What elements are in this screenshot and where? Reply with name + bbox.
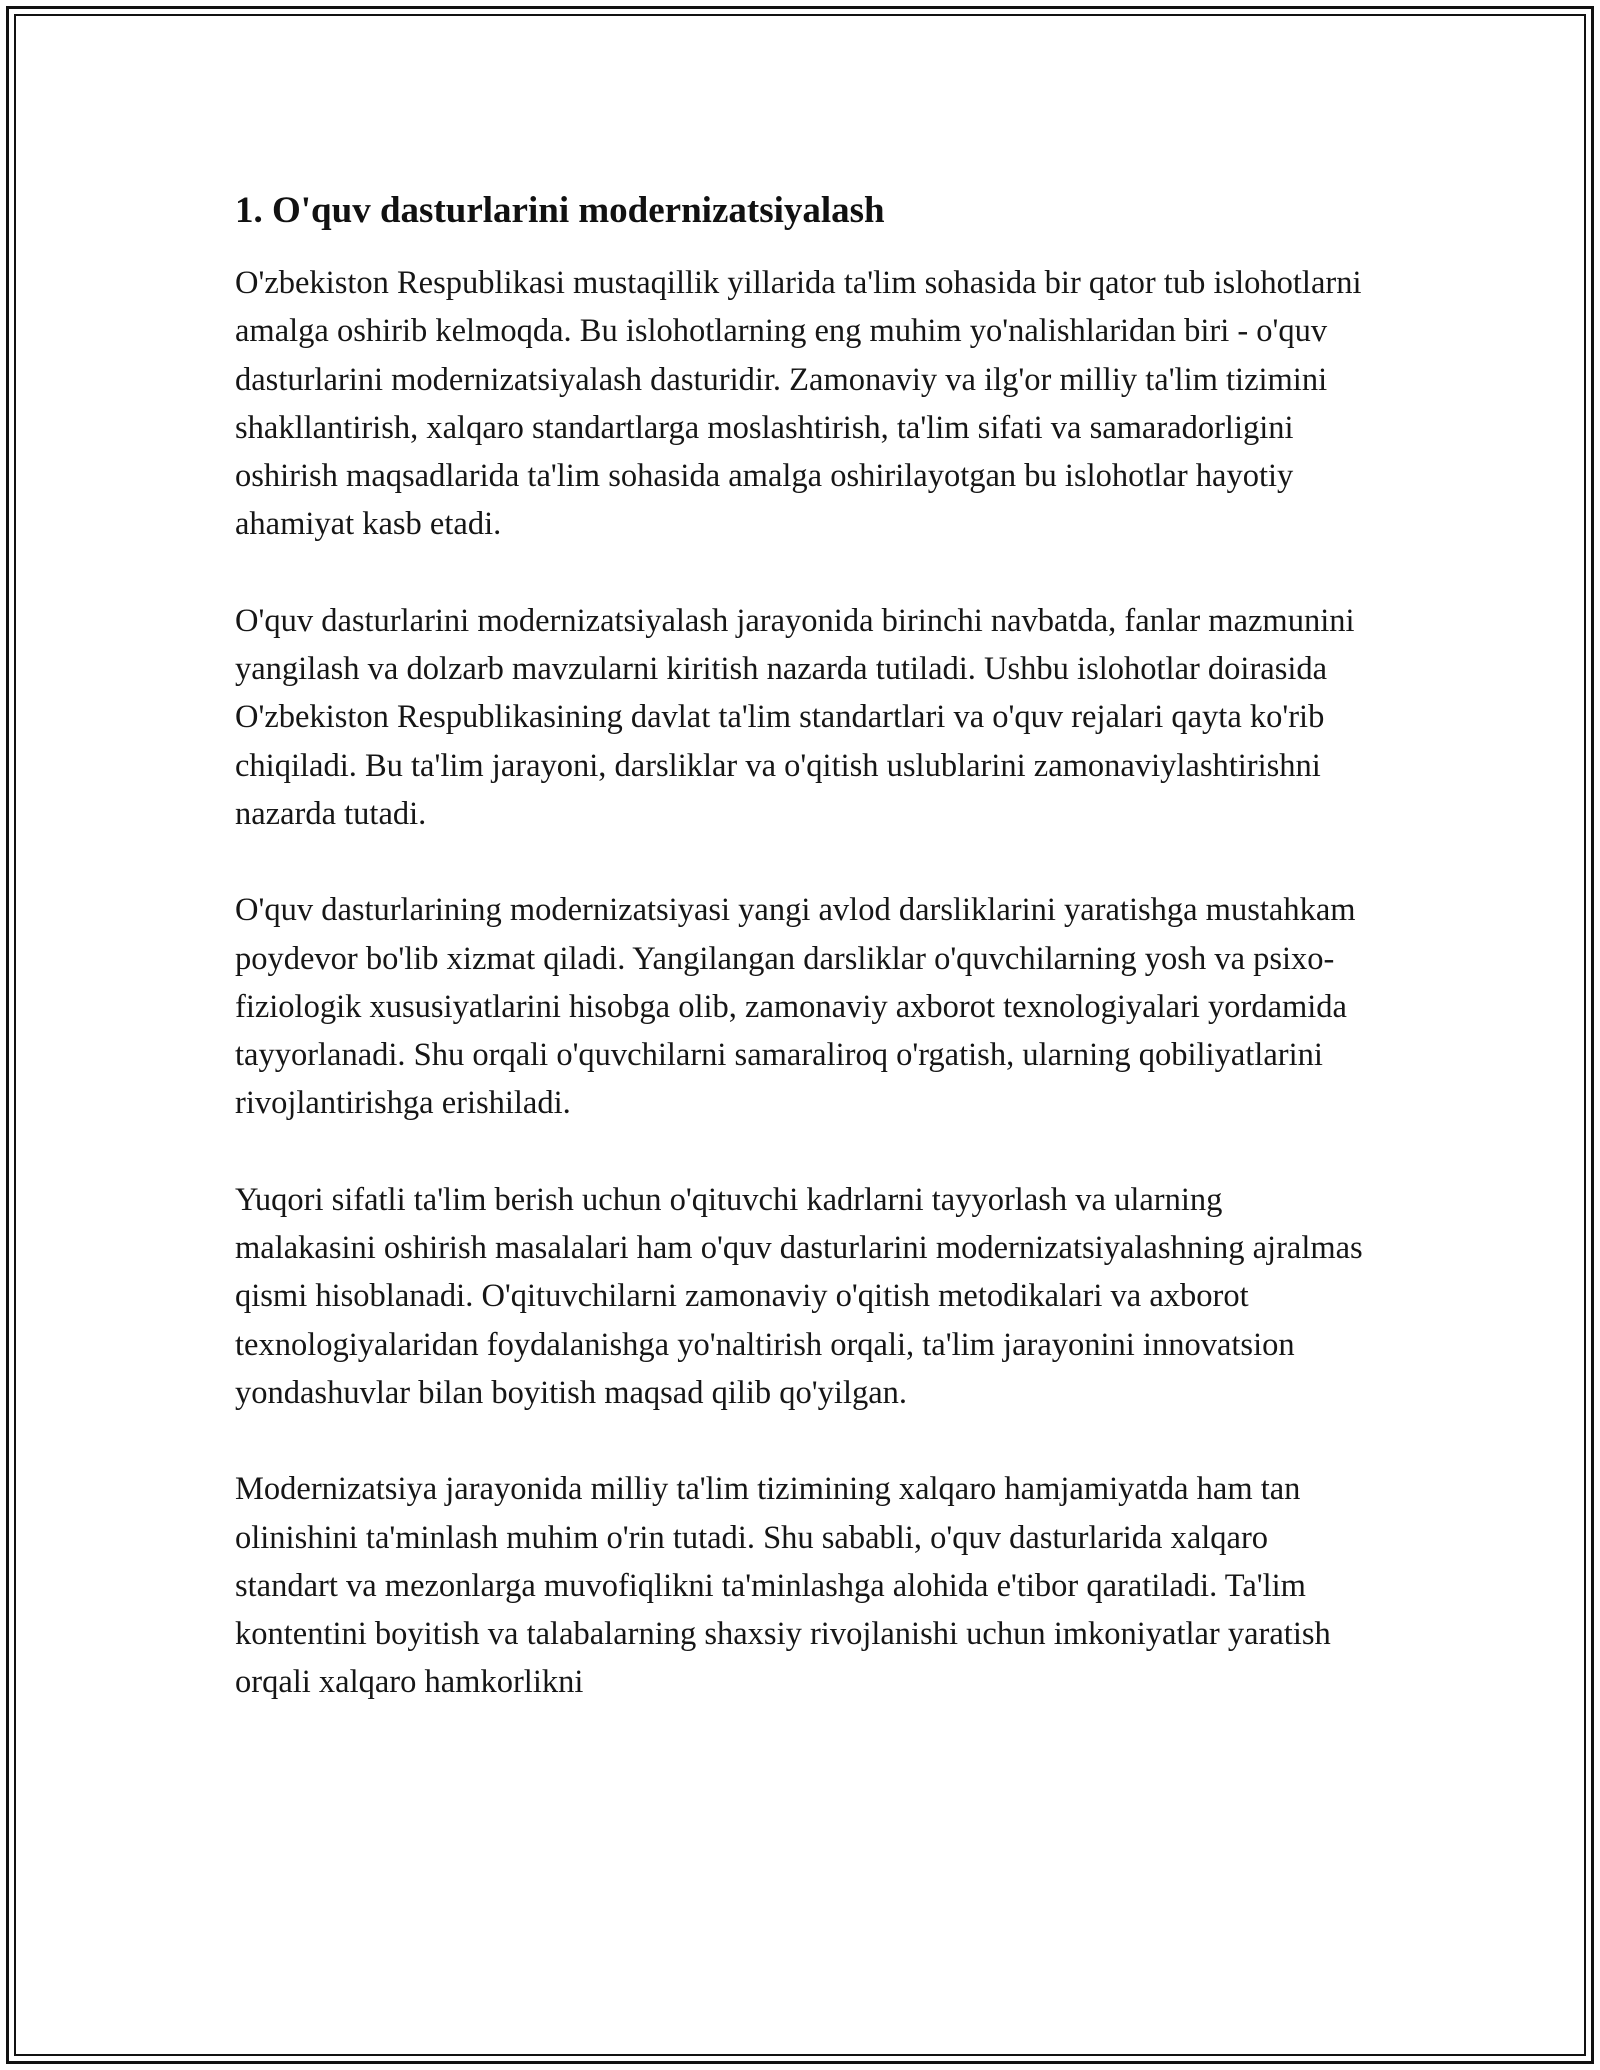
- paragraph-2: O'quv dasturlarini modernizatsiyalash jarayonida birinchi navbatda, fanlar mazmunini yangilash va dolzarb mavzularni kiritish nazarda tutiladi. Ushbu islohotlar doirasida O'zbekiston Respublikasining davlat ta'lim standartlari va o'quv rejalari qayta ko'rib chiqiladi. Bu ta'lim jarayoni, darsliklar va o'qitish uslublarini zamonaviylashtirishni nazarda tutadi.: [235, 602, 1355, 832]
- section-heading: 1. O'quv dasturlarini modernizatsiyalash: [235, 190, 885, 231]
- paragraph-1: O'zbekiston Respublikasi mustaqillik yillarida ta'lim sohasida bir qator tub islohotlarni amalga oshirib kelmoqda. Bu islohotlarning eng muhim yo'nalishlaridan biri - o'quv dasturlarini modernizatsiyalash dasturidir. Zamonaviy va ilg'or milliy ta'lim tizimini shakllantirish, xalqaro standartlarga moslashtirish, ta'lim sifati va samaradorligini oshirish maqsadlarida ta'lim sohasida amalga oshirilayotgan bu islohotlar hayotiy ahamiyat kasb etadi.: [235, 265, 1362, 543]
- paragraph-5: Modernizatsiya jarayonida milliy ta'lim tizimining xalqaro hamjamiyatda ham tan olinishini ta'minlash muhim o'rin tutadi. Shu sababli, o'quv dasturlarida xalqaro standart va mezonlarga muvofiqlikni ta'minlashga alohida e'tibor qaratiladi. Ta'lim kontentini boyitish va talabalarning shaxsiy rivojlanishi uchun imkoniyatlar yaratish orqali xalqaro hamkorlikni: [235, 1471, 1331, 1701]
- paragraph-3: O'quv dasturlarining modernizatsiyasi yangi avlod darsliklarini yaratishga mustahkam poydevor bo'lib xizmat qiladi. Yangilangan darsliklar o'quvchilarning yosh va psixo-fiziologik xususiyatlarini hisobga olib, zamonaviy axborot texnologiyalari yordamida tayyorlanadi. Shu orqali o'quvchilarni samaraliroq o'rgatish, ularning qobiliyatlarini rivojlantirishga erishiladi.: [235, 892, 1356, 1122]
- document-body: [235, 185, 1370, 1755]
- paragraph-4: Yuqori sifatli ta'lim berish uchun o'qituvchi kadrlarni tayyorlash va ularning malakasini oshirish masalalari ham o'quv dasturlarini modernizatsiyalashning ajralmas qismi hisoblanadi. O'qituvchilarni zamonaviy o'qitish metodikalari va axborot texnologiyalaridan foydalanishga yo'naltirish orqali, ta'lim jarayonini innovatsion yondashuvlar bilan boyitish maqsad qilib qo'yilgan.: [235, 1181, 1363, 1411]
